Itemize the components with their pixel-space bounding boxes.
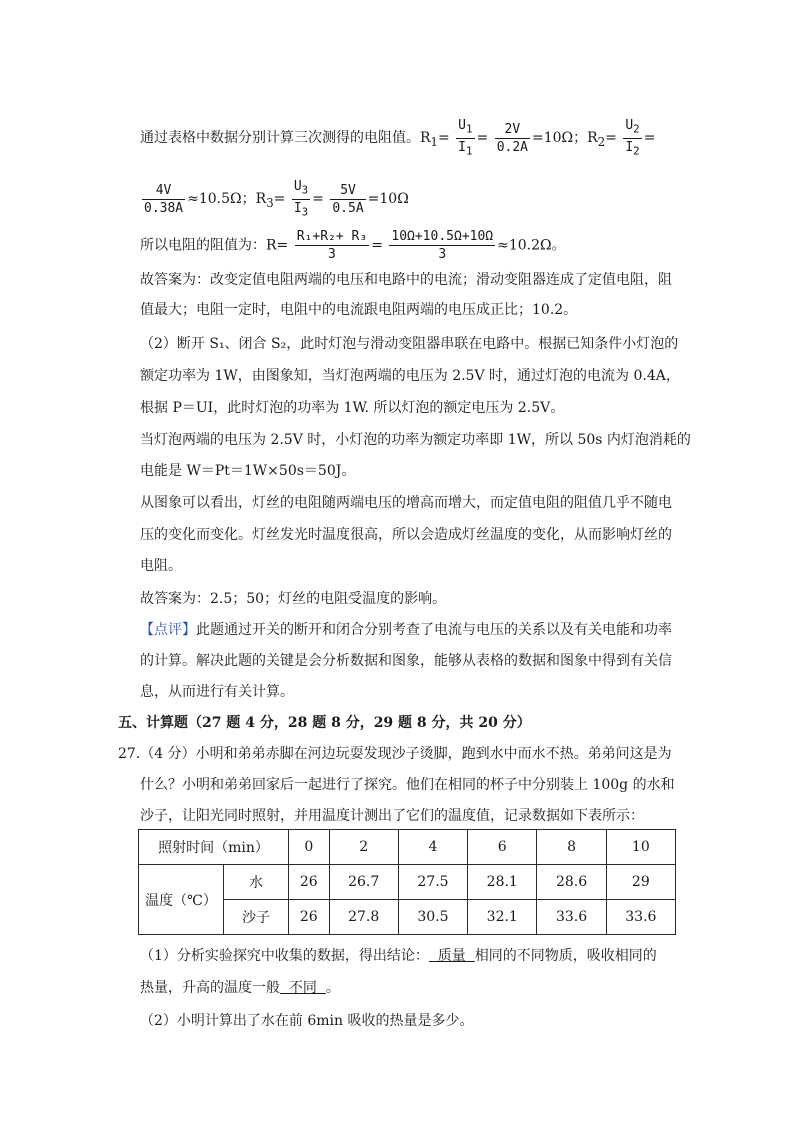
time-cell: 10 [606,830,675,865]
part-4-line-1: 从图象可以看出，灯丝的电阻随两端电压的增高而增大，而定值电阻的阻值几乎不随电 [140,495,672,511]
fraction-sum-values [389,228,495,263]
value-0-2a: 0.2A [496,139,529,155]
comment-tag: 【点评】 [140,622,196,638]
part-4-line-2: 压的变化而变化。灯丝发光时温度很高，所以会造成灯丝温度的变化，从而影响灯丝的 [140,527,672,543]
q27-line-1: 27.（4 分）小明和弟弟赤脚在河边玩耍发现沙子烫脚，跑到水中而水不热。弟弟问这是为 [118,746,672,762]
value-4v: 4V [142,182,185,200]
equals-sign: = [273,191,286,208]
equals-sign: = [437,130,450,147]
fraction-u3-i3 [292,178,310,220]
time-cell: 8 [537,830,606,865]
i2-subscript: 2 [633,144,640,158]
r1-subscript: 1 [430,134,438,149]
i3-subscript: 3 [301,205,309,219]
value-5v: 5V [330,182,365,200]
result-r3: =10Ω [367,191,409,208]
sub-question-1-line-2 [140,978,340,998]
sub1-prefix: （1）分析实验探究中收集的数据，得出结论： [140,948,429,964]
i1-subscript: 1 [465,144,473,158]
fraction-4v-038a [142,182,185,217]
i2-symbol: I [625,139,634,155]
value-0-38a: 0.38A [144,200,184,216]
sand-cell: 30.5 [398,900,467,935]
comment-line-1 [140,620,672,640]
equals-sign: = [476,130,489,147]
sub-question-1-line-1 [140,946,657,966]
formula-line-1 [140,117,655,159]
i1-symbol: I [458,139,466,155]
equals-sign: = [643,130,656,147]
answer-blank-mass: 质量 [428,948,475,964]
answer-1-line-1: 故答案为：改变定值电阻两端的电压和电路中的电流；滑动变阻器连成了定值电阻，阻 [140,272,672,288]
water-cell: 27.5 [398,865,467,900]
u1-symbol: U [458,118,466,133]
fraction-sum-r [295,228,369,263]
comment-text-a: 此题通过开关的断开和闭合分别考查了电流与电压的关系以及有关电能和功率 [196,622,672,638]
sum-r-denominator: 3 [328,247,336,262]
temp-header: 温度（℃） [139,865,224,935]
part-4-line-3: 电阻。 [140,558,182,574]
average-result: ≈10.2Ω。 [497,237,566,254]
equals-sign: = [605,130,617,147]
water-cell: 28.1 [468,865,537,900]
water-label: 水 [224,865,289,900]
sand-cell: 27.8 [329,900,398,935]
time-cell: 4 [398,830,467,865]
average-formula-line [140,228,566,263]
q27-line-2: 什么？小明和弟弟回家后一起进行了探究。他们在相同的杯子中分别装上 100g 的水和 [140,777,675,793]
fraction-2v-02a [495,121,530,156]
result-r1: =10Ω；R [532,130,598,147]
r3-subscript: 3 [266,195,274,210]
part-3-line-1: 当灯泡两端的电压为 2.5V 时，小灯泡的功率为额定功率即 1W，所以 50s 内灯泡消耗的 [140,432,691,448]
q27-line-3: 沙子，让阳光同时照射，并用温度计测出了它们的温度值，记录数据如下表所示： [140,808,644,824]
u2-subscript: 2 [633,122,640,136]
part-2-line-2: 额定功率为 1W，由图象知，当灯泡两端的电压为 2.5V 时，通过灯泡的电流为 0.4A， [140,368,680,384]
water-cell: 26.7 [329,865,398,900]
sand-cell: 33.6 [537,900,606,935]
intro-text: 通过表格中数据分别计算三次测得的电阻值。R [140,130,431,147]
time-cell: 6 [468,830,537,865]
answer-blank-different: 不同 [280,980,326,996]
result-r2: ≈10.5Ω；R [187,191,267,208]
comment-line-3: 息，从而进行有关计算。 [140,684,294,700]
sand-cell: 32.1 [468,900,537,935]
sand-cell: 33.6 [606,900,675,935]
sub1b-suffix: 。 [325,980,340,996]
table-row [139,830,676,865]
r2-subscript: 2 [597,134,606,149]
sand-label: 沙子 [224,900,289,935]
time-cell: 2 [329,830,398,865]
time-cell: 0 [289,830,330,865]
average-intro: 所以电阻的阻值为：R= [140,237,289,254]
part-2-line-3: 根据 P＝UI，此时灯泡的功率为 1W. 所以灯泡的额定电压为 2.5V。 [140,400,565,416]
sum-r-numerator: R₁+R₂+ R₃ [296,229,368,244]
section-heading: 五、计算题（27 题 4 分，28 题 8 分，29 题 8 分，共 20 分） [118,715,531,731]
sub1-suffix: 相同的不同物质，吸收相同的 [474,948,657,964]
temperature-table [138,829,676,935]
value-2v: 2V [495,121,530,139]
sum-values-numerator: 10Ω+10.5Ω+10Ω [391,229,494,244]
fraction-u2-i2 [623,117,641,159]
u3-symbol: U [293,179,302,194]
value-0-5a: 0.5A [332,200,364,216]
u3-subscript: 3 [301,183,309,197]
equals-sign: = [312,191,324,208]
water-cell: 28.6 [537,865,606,900]
fraction-u1-i1 [456,117,474,159]
sub-question-2: （2）小明计算出了水在前 6min 吸收的热量是多少。 [140,1013,474,1029]
sand-cell: 26 [289,900,330,935]
table-row [139,865,676,900]
part-2-line-1: （2）断开 S₁、闭合 S₂，此时灯泡与滑动变阻器串联在电路中。根据已知条件小灯泡的 [140,336,679,352]
formula-line-2 [140,178,409,220]
fraction-5v-05a [330,182,365,217]
sub1b-prefix: 热量，升高的温度一般 [140,980,280,996]
equals-sign: = [371,237,383,254]
u2-symbol: U [625,118,634,133]
comment-line-2: 的计算。解决此题的关键是会分析数据和图象，能够从表格的数据和图象中得到有关信 [140,653,672,669]
u1-subscript: 1 [465,122,473,136]
time-header: 照射时间（min） [139,830,289,865]
answer-1-line-2: 值最大；电阻一定时，电阻中的电流跟电阻两端的电压成正比；10.2。 [140,302,578,318]
i3-symbol: I [293,200,302,216]
sum-values-denominator: 3 [438,247,447,262]
part-3-line-2: 电能是 W＝Pt＝1W×50s＝50J。 [140,463,356,479]
answer-2: 故答案为：2.5；50；灯丝的电阻受温度的影响。 [140,591,447,607]
water-cell: 29 [606,865,675,900]
water-cell: 26 [289,865,330,900]
